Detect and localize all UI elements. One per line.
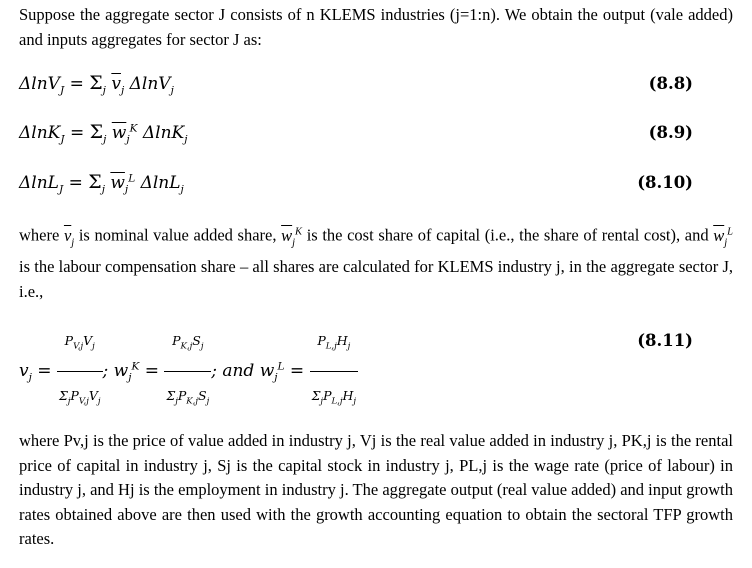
equation-number-8-11: (8.11): [637, 331, 693, 350]
definitions-paragraph: where Pv,j is the price of value added in industry j, Vj is the real value added in industry j, PK,j is the rental price of capital in industry j, Sj is the capital stock in industry j, PL,j is the wage rate (price of labour) in industry j, and Hj is the employment in industry j. The aggregate output (real value added) and input growth rates obtained above are then used with the growth accounting equation to obtain the sectoral TFP growth rates.: [19, 431, 733, 548]
equation-number-8-8: (8.8): [648, 74, 693, 93]
intro-paragraph: Suppose the aggregate sector J consists of n KLEMS industries (j=1:n). We obtain the output (vale added) and inputs aggregates for sector J as:: [19, 5, 733, 49]
equation-8-9: $\Delta\ln K_J = \Sigma_j$ $\overline{w}_j^K$ ΔlnK$_j$ (8.9): [19, 121, 693, 146]
fraction-value-share: $\frac{P_{V,j}V_j}{\Sigma_jP_{V,j}V_j}$: [57, 318, 103, 424]
shares-paragraph: where $\overline{v}_j$ is nominal value added share, $\overline{w}_j^K$ is the cost share of capital (i.e., the share of rental cost), and $\overline{w}_j^L$ is the labour compensation share – all shares are calculated for KLEMS industry j, in the aggregate sector J, i.e.,: [19, 225, 733, 301]
equation-8-8: $\Delta\ln V_J = \Sigma_j$ $\overline{v}_j$ ΔlnV$_j$ (8.8): [19, 72, 693, 97]
equation-number-8-10: (8.10): [637, 173, 693, 192]
equation-number-8-9: (8.9): [648, 123, 693, 142]
equation-8-11: $v_j$ = $\frac{P_{V,j}V_j}{\Sigma_jP_{V,j}V_j}$ ; $w_j^K$ = $\frac{P_{K,j}S_j}{\Sigma_jP_{K,j}S_j}$ ; and $w_j^L$ = $\frac{P_{L,j}H_j}{\Sigma_jP_{L,j}H_j}$ (8.11): [19, 318, 733, 364]
fraction-labour-share: $\frac{P_{L,j}H_j}{\Sigma_jP_{L,j}H_j}$: [310, 318, 358, 424]
equation-8-10: $\Delta\ln L_J = \Sigma_j$ $\overline{w}_j^L$ ΔlnL$_j$ (8.10): [19, 171, 693, 196]
fraction-capital-share: $\frac{P_{K,j}S_j}{\Sigma_jP_{K,j}S_j}$: [164, 318, 211, 424]
